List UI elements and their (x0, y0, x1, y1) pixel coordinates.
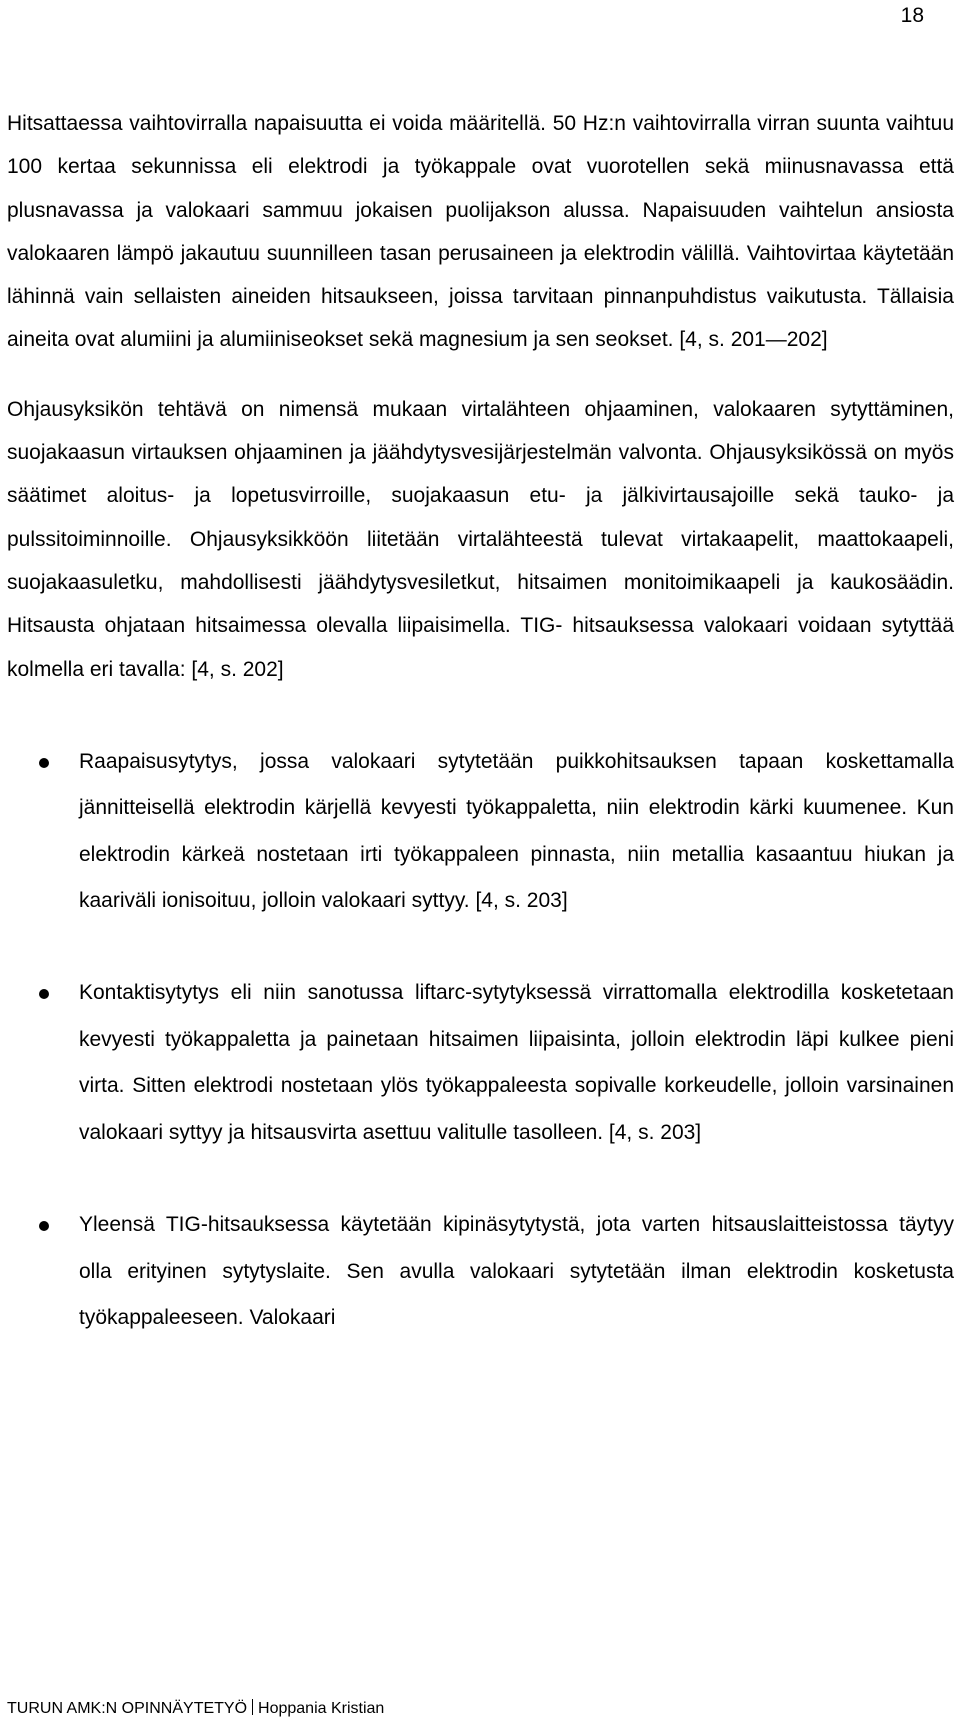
list-item-text: Raapaisusytytys, jossa valokaari sytytetään puikkohitsauksen tapaan koskettamalla jännitteisellä elektrodin kärjellä kevyesti työkappaletta, niin elektrodin kärki kuumenee. Kun elektrodin kärkeä nostetaan irti työkappaleen pinnasta, niin metallia kasaantuu hiukan ja kaariväli ionisoituu, jolloin valokaari syttyy. [4, s. 203] (79, 749, 954, 913)
page-number: 18 (900, 4, 924, 27)
list-item (7, 1202, 954, 1341)
list-item-text: Kontaktisytytys eli niin sanotussa liftarc-sytytyksessä virrattomalla elektrodilla kosketetaan kevyesti työkappaletta ja painetaan hitsaimen liipaisinta, jolloin elektrodin läpi kulkee pieni virta. Sitten elektrodi nostetaan ylös työkappaleesta sopivalle korkeudelle, jolloin varsinainen valokaari syttyy ja hitsausvirta asettuu valitulle tasolleen. [4, s. 203] (79, 981, 954, 1144)
footer-author: Hoppania Kristian (258, 1700, 385, 1717)
bullet-icon (39, 758, 49, 768)
page-footer (7, 1699, 384, 1719)
list-item (7, 970, 954, 1156)
list-item-text: Yleensä TIG-hitsauksessa käytetään kipinäsytytystä, jota varten hitsauslaitteistossa täytyy olla erityinen sytytyslaite. Sen avulla valokaari sytytetään ilman elektrodin kosketusta työkappaleeseen. Valokaari (79, 1213, 954, 1329)
paragraph-control-unit: Ohjausyksikön tehtävä on nimensä mukaan virtalähteen ohjaaminen, valokaaren sytyttäminen, suojakaasun virtauksen ohjaaminen ja jäähdytysvesijärjestelmän valvonta. Ohjausyksikössä on myös säätimet aloitus- ja lopetusvirroille, suojakaasun etu- ja jälkivirtausajoille sekä tauko- ja pulssitoiminnoille. Ohjausyksikköön liitetään virtalähteestä tulevat virtakaapelit, maattokaapeli, suojakaasuletku, mahdollisesti jäähdytysvesiletkut, hitsaimen monitoimikaapeli ja kaukosäädin. Hitsausta ohjataan hitsaimessa olevalla liipaisimella. TIG- hitsauksessa valokaari voidaan sytyttää kolmella eri tavalla: [4, s. 202] (7, 397, 954, 681)
footer-institution: TURUN AMK:N OPINNÄYTETYÖ (7, 1700, 248, 1717)
list-item (7, 739, 954, 925)
bullet-icon (39, 1221, 49, 1231)
paragraph-ac-welding-polarity: Hitsattaessa vaihtovirralla napaisuutta ei voida määritellä. 50 Hz:n vaihtovirralla virran suunta vaihtuu 100 kertaa sekunnissa eli elektrodi ja työkappale ovat vuorotellen sekä miinusnavassa että plusnavassa ja valokaari sammuu jokaisen puolijakson alussa. Napaisuuden vaihtelun ansiosta valokaaren lämpö jakautuu suunnilleen tasan perusaineen ja elektrodin välillä. Vaihtovirtaa käytetään lähinnä vain sellaisten aineiden hitsaukseen, joissa tarvitaan pinnanpuhdistus vaikutusta. Tällaisia aineita ovat alumiini ja alumiiniseokset sekä magnesium ja sen seokset. [4, s. 201—202] (7, 112, 954, 352)
document-body (7, 102, 954, 1341)
footer-separator (252, 1699, 253, 1715)
bullet-icon (39, 989, 49, 999)
arc-ignition-methods-list (7, 739, 954, 1341)
